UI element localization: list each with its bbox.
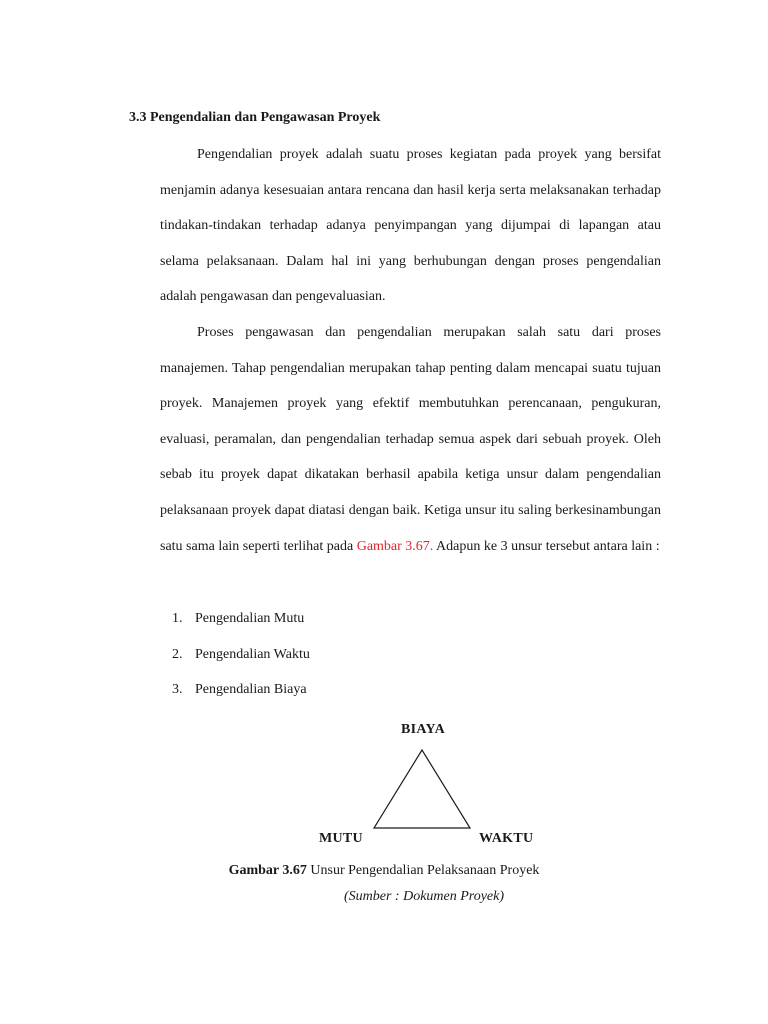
list-item: [172, 672, 310, 708]
control-elements-list: [172, 601, 310, 708]
diagram-label-waktu: WAKTU: [479, 831, 534, 846]
triangle-diagram: [370, 748, 474, 832]
figure-caption: [0, 861, 768, 881]
triangle-shape: [374, 750, 470, 828]
figure-caption-number: Gambar 3.67: [228, 863, 307, 878]
paragraph-2-tail: Adapun ke 3 unsur tersebut antara lain :: [433, 538, 660, 554]
paragraph-2-text: Proses pengawasan dan pengendalian merupakan salah satu dari proses manajemen. Tahap pengendalian merupakan tahap penting dalam mencapai suatu tujuan proyek. Manajemen proyek yang efektif membutuhkan perencanaan, pengukuran, evaluasi, peramalan, dan pengendalian terhadap semua aspek dari sebuah proyek. Oleh sebab itu proyek dapat dikatakan berhasil apabila ketiga unsur dalam pengendalian pelaksanaan proyek dapat diatasi dengan baik. Ketiga unsur itu saling berkesinambungan satu sama lain seperti terlihat pada: [160, 325, 661, 554]
paragraph-2: [160, 315, 661, 564]
figure-reference-link: Gambar 3.67.: [356, 538, 434, 554]
diagram-label-mutu: MUTU: [319, 831, 363, 846]
section-heading: 3.3 Pengendalian dan Pengawasan Proyek: [129, 110, 381, 125]
list-item: [172, 637, 310, 673]
list-item-number: 2.: [172, 646, 183, 662]
figure-source: (Sumber : Dokumen Proyek): [343, 889, 505, 904]
diagram-label-biaya: BIAYA: [401, 722, 446, 737]
list-item-number: 1.: [172, 611, 183, 626]
list-item-number: 3.: [172, 682, 183, 698]
list-item: [172, 601, 310, 637]
list-item-text: Pengendalian Biaya: [195, 682, 307, 698]
figure-caption-text: Unsur Pengendalian Pelaksanaan Proyek: [306, 863, 540, 878]
paragraph-1: Pengendalian proyek adalah suatu proses kegiatan pada proyek yang bersifat menjamin adanya kesesuaian antara rencana dan hasil kerja serta melaksanakan terhadap tindakan-tindakan terhadap adanya penyimpangan yang dijumpai di lapangan atau selama pelaksanaan. Dalam hal ini yang berhubungan dengan proses pengendalian adalah pengawasan dan pengevaluasian.: [160, 147, 661, 305]
list-item-text: Pengendalian Waktu: [195, 646, 310, 662]
list-item-text: Pengendalian Mutu: [195, 611, 305, 626]
